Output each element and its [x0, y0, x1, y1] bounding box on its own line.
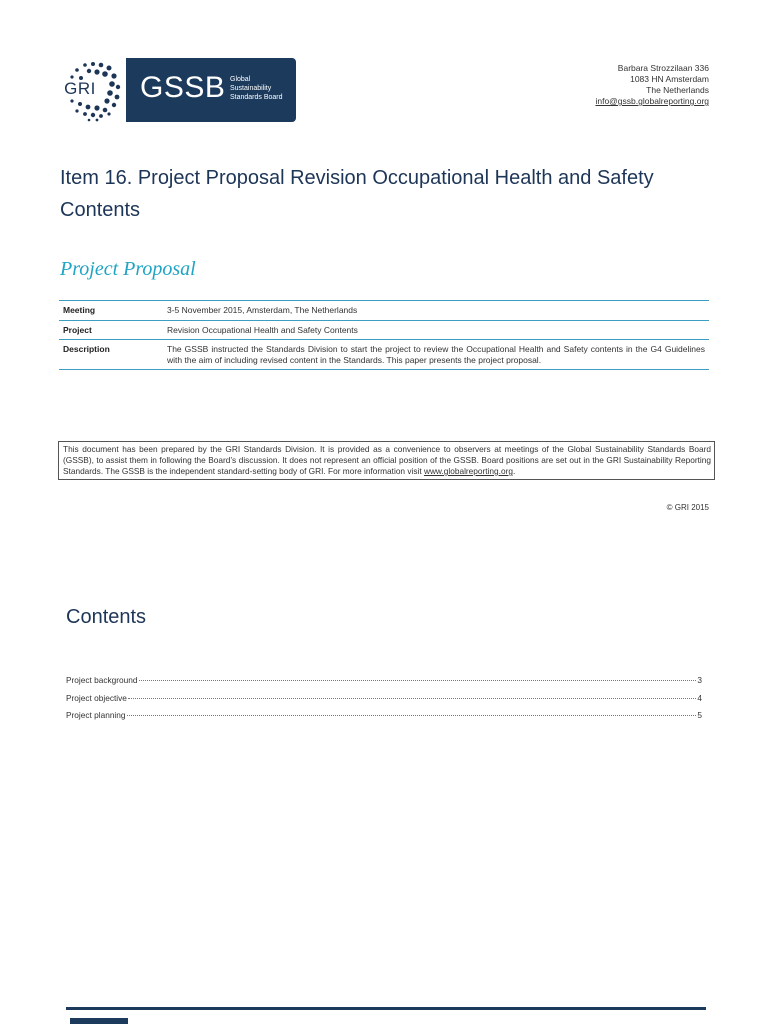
toc-item-project-objective[interactable] — [66, 693, 702, 711]
address-city: 1083 HN Amsterdam — [630, 74, 709, 84]
toc-item-project-background[interactable] — [66, 675, 702, 693]
meta-table — [59, 300, 709, 370]
contents-heading: Contents — [66, 606, 147, 628]
gssb-subtitle: Global Sustainability Standards Board — [230, 76, 283, 101]
toc-leader — [139, 680, 697, 681]
toc-page: 4 — [697, 692, 702, 703]
toc-leader — [127, 715, 697, 716]
globalreporting-link[interactable]: www.globalreporting.org — [423, 466, 513, 476]
toc-item-project-planning[interactable] — [66, 710, 702, 728]
table-of-contents — [66, 675, 702, 728]
meta-key: Meeting — [63, 305, 96, 315]
gri-mark: GRI — [64, 79, 96, 98]
toc-leader — [128, 698, 697, 699]
gssb-logo — [60, 57, 296, 123]
footer-logo — [70, 1018, 128, 1024]
document-subtitle: Project Proposal — [60, 258, 196, 280]
meta-value: Revision Occupational Health and Safety Contents — [167, 325, 358, 335]
disclaimer-box — [58, 441, 715, 480]
disclaimer-end: . — [512, 466, 516, 476]
meta-key: Project — [63, 325, 92, 335]
toc-label: Project objective — [66, 692, 127, 703]
meta-value: 3-5 November 2015, Amsterdam, The Netherlands — [167, 305, 358, 315]
meta-row-description — [59, 340, 709, 370]
gssb-wordmark: GSSB — [140, 71, 226, 104]
document-title: Item 16. Project Proposal Revision Occupational Health and Safety Contents — [60, 167, 654, 221]
toc-page: 5 — [697, 710, 702, 720]
address-country: The Netherlands — [646, 85, 709, 95]
address-street: Barbara Strozzilaan 336 — [617, 63, 709, 73]
meta-row-meeting — [59, 301, 709, 321]
toc-label: Project planning — [66, 710, 126, 720]
meta-value: The GSSB instructed the Standards Division to start the project to review the Occupational Health and Safety contents in the G4 Guidelines with the aim of including revised content in the Standards. This paper presents the project proposal. — [167, 344, 705, 365]
toc-label: Project background — [66, 675, 138, 685]
meta-row-project — [59, 321, 709, 340]
toc-page: 3 — [697, 675, 702, 685]
copyright: © GRI 2015 — [666, 503, 709, 512]
address-block — [595, 63, 709, 107]
address-email-link[interactable]: info@gssb.globalreporting.org — [595, 96, 709, 106]
meta-key: Description — [63, 344, 110, 354]
disclaimer-text: This document has been prepared by the GRI Standards Division. It is provided as a convenience to observers at meetings of the Global Sustainability Standards Board (GSSB), to assist them in following the Board’s discussion. It does not represent an official position of the GSSB. Board positions are set out in the GRI Sustainability Reporting Standards. The GSSB is the independent standard-setting body of GRI. For more information visit — [63, 444, 711, 476]
footer-rule — [66, 1007, 706, 1010]
